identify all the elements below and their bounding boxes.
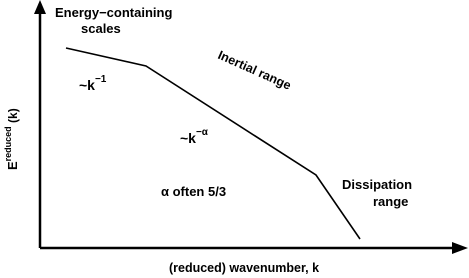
slope-k-minus-alpha [180,127,209,146]
y-axis-label-main: E [5,161,20,170]
alpha-note: α often 5/3 [161,184,227,199]
spectrum-curve [66,48,360,239]
y-axis-label-sup: reduced [3,126,13,162]
slope-k-minus-alpha-exponent: −α [195,127,208,138]
y-axis-arrowhead [34,0,46,14]
slope-k-minus-alpha-base: ~k [180,130,196,146]
y-axis-label-paren: (k) [6,108,20,127]
slope-k-minus-1 [79,74,107,93]
inertial-range-label: Inertial range [215,47,294,93]
dissipation-label-line2: range [373,194,409,209]
slope-k-minus-1-base: ~k [79,77,95,93]
y-axis-label [3,108,20,170]
energy-containing-label-line1: Energy−containing [55,5,173,20]
x-axis-arrowhead [452,242,468,254]
slope-k-minus-1-exponent: −1 [94,74,107,85]
energy-containing-label-line2: scales [81,21,121,36]
x-axis-label: (reduced) wavenumber, k [168,261,320,275]
dissipation-label-line1: Dissipation [342,177,413,192]
